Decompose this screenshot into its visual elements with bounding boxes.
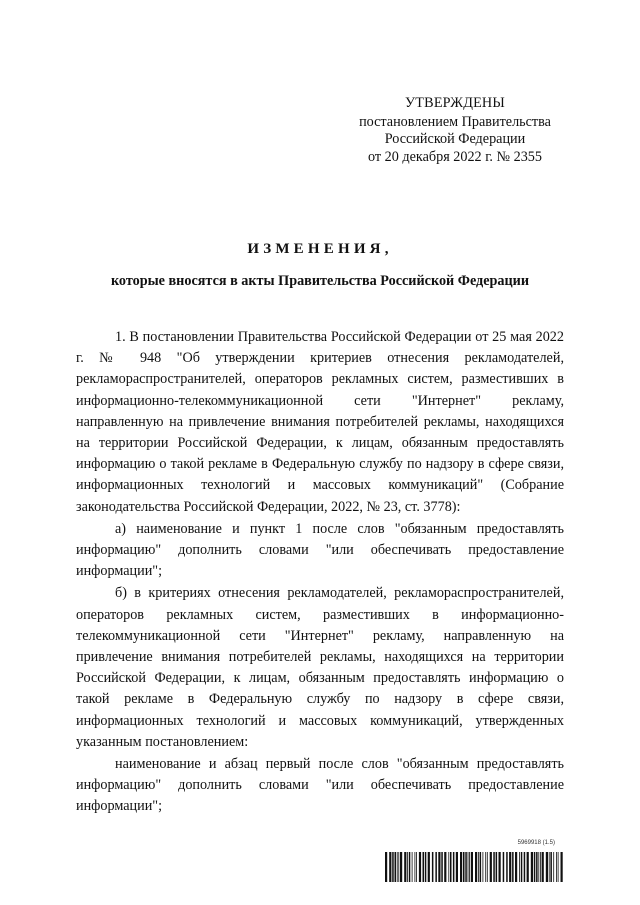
paragraph-3: б) в критериях отнесения рекламодателей, рекламораспространителей, операторов рекламных систем, разместивших в информационно-телекоммуникационной сети "Интернет" рекламу, направленную на привлечение внимания потребителей рекламы, находящихся на территории Российской Федерации, к лицам, обязанным предоставлять информацию о такой рекламе в Федеральную службу по надзору в сфере связи, информационных технологий и массовых коммуникаций, утвержденных указанным постановлением:	[76, 585, 564, 750]
document-title: ИЗМЕНЕНИЯ,	[247, 241, 393, 257]
barcode-icon	[385, 852, 563, 882]
paragraph-4: наименование и абзац первый после слов "обязанным предоставлять информацию" дополнить словами "или обеспечивать предоставление информации";	[76, 756, 564, 815]
document-subtitle: которые вносятся в акты Правительства Российской Федерации	[110, 273, 530, 289]
approval-line-1: постановлением Правительства	[359, 113, 551, 130]
approval-block	[350, 95, 560, 166]
paragraph-2: а) наименование и пункт 1 после слов "обязанным предоставлять информацию" дополнить словами "или обеспечивать предоставление информации";	[76, 520, 564, 580]
approval-line-3: от 20 декабря 2022 г. № 2355	[368, 148, 542, 165]
paragraph-1: 1. В постановлении Правительства Российской Федерации от 25 мая 2022 г. № 948 "Об утверждении критериев отнесения рекламодателей, рекламораспространителей, операторов рекламных систем, разместивших в информационно-телекоммуникационной сети "Интернет" рекламу, направленную на привлечение внимания потребителей рекламы, находящихся на территории Российской Федерации, к лицам, обязанным предоставлять информацию о такой рекламе в Федеральную службу по надзору в сфере связи, информационных технологий и массовых коммуникаций" (Собрание законодательства Российской Федерации, 2022, № 23, ст. 3778):	[76, 329, 564, 515]
approval-heading: УТВЕРЖДЕНЫ	[405, 95, 505, 111]
document-body	[76, 327, 564, 819]
barcode-area	[385, 840, 565, 885]
approval-line-2: Российской Федерации	[384, 131, 526, 147]
barcode-id: 5969918 (1.5)	[517, 840, 555, 846]
